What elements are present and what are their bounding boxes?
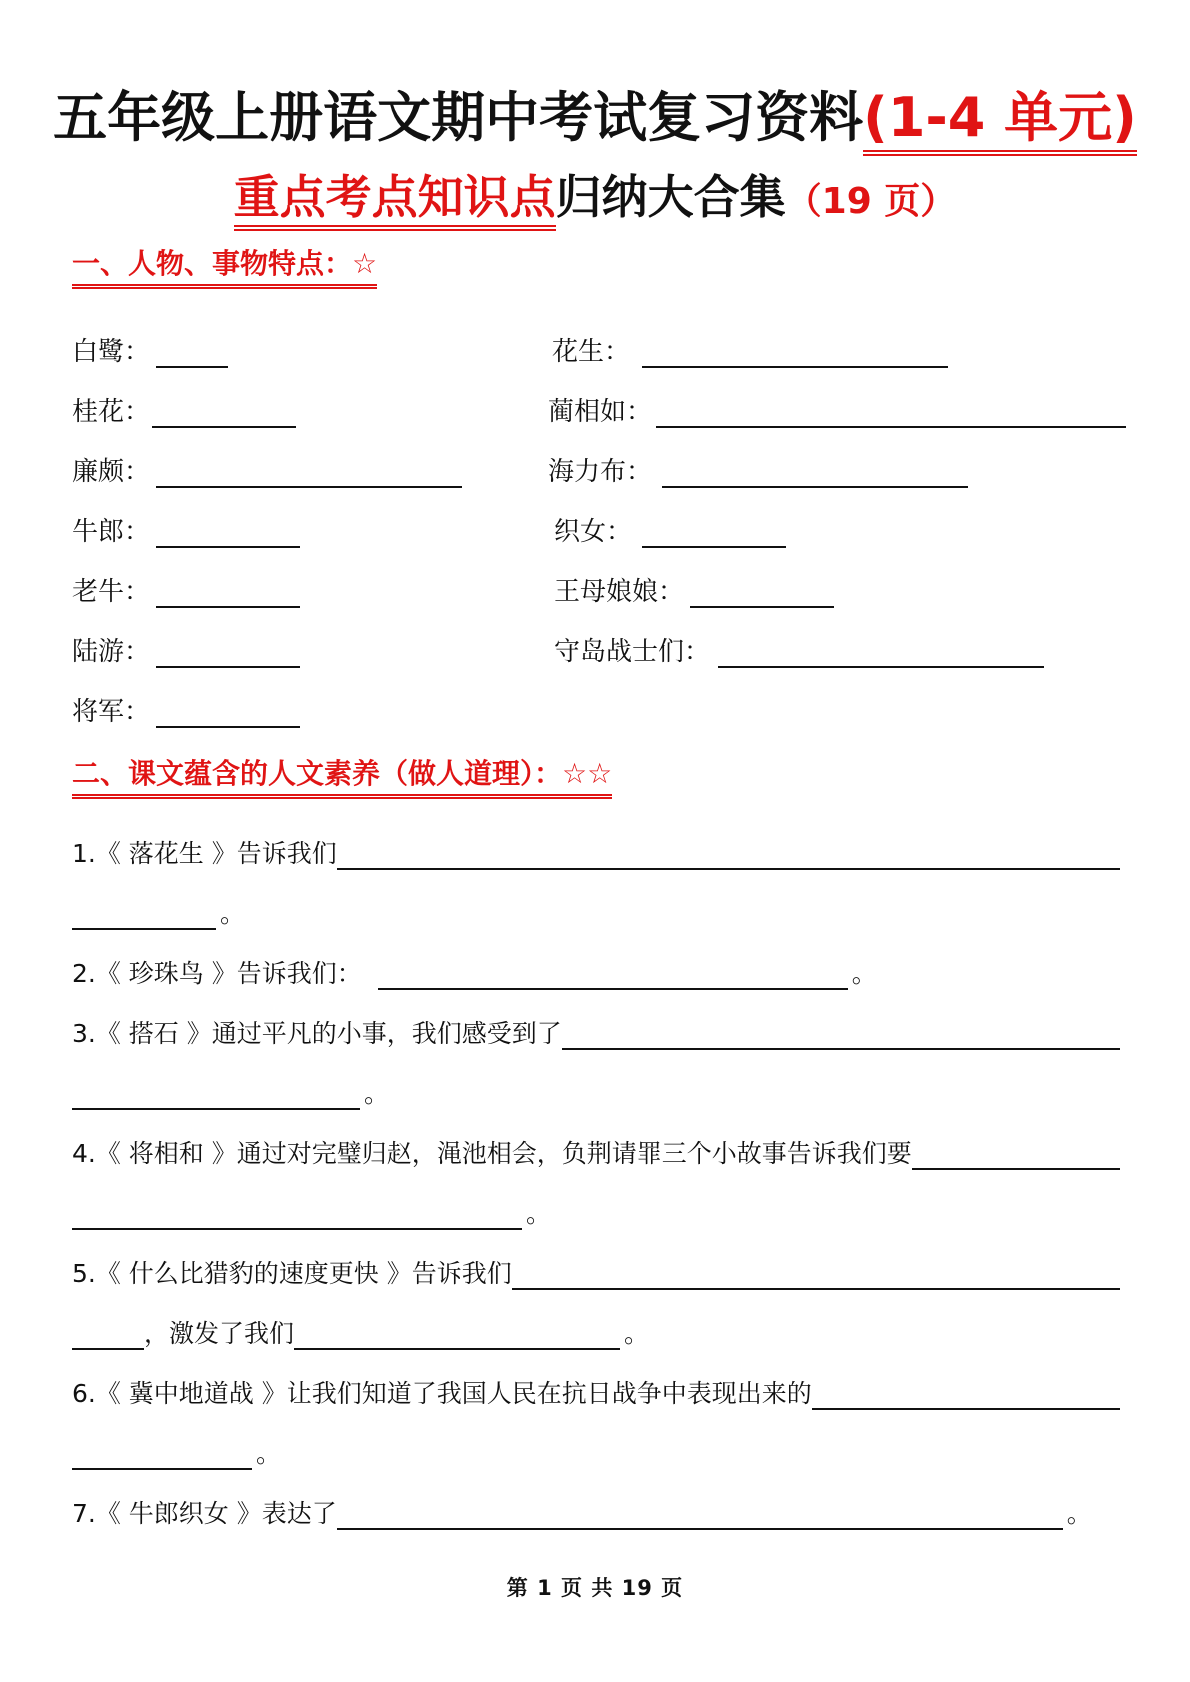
answer-blank[interactable] bbox=[156, 576, 300, 608]
field-zhinv bbox=[554, 516, 786, 548]
period: 。 bbox=[364, 1079, 390, 1108]
field-luyou bbox=[72, 636, 300, 668]
field-shoudao bbox=[554, 636, 1044, 668]
answer-blank[interactable] bbox=[156, 516, 300, 548]
question-5 bbox=[72, 1250, 1120, 1290]
question-7 bbox=[72, 1490, 1120, 1530]
answer-blank[interactable] bbox=[156, 696, 300, 728]
question-text: 4.《 将相和 》通过对完璧归赵，渑池相会，负荆请罪三个小故事告诉我们要 bbox=[72, 1139, 912, 1168]
field-label: 白鹭： bbox=[72, 337, 151, 367]
question-1-continued bbox=[72, 890, 1120, 930]
answer-blank[interactable] bbox=[656, 396, 1126, 428]
page-footer: 第 1 页 共 19 页 bbox=[506, 1576, 684, 1600]
answer-blank[interactable] bbox=[718, 636, 1044, 668]
answer-blank[interactable] bbox=[378, 958, 848, 990]
field-label: 海力布： bbox=[548, 457, 653, 487]
title-main: 五年级上册语文期中考试复习资料 bbox=[53, 86, 864, 149]
field-label: 王母娘娘： bbox=[554, 577, 685, 607]
answer-blank[interactable] bbox=[152, 396, 296, 428]
answer-blank[interactable] bbox=[662, 456, 968, 488]
answer-blank[interactable] bbox=[156, 636, 300, 668]
question-text: 3.《 搭石 》通过平凡的小事，我们感受到了 bbox=[72, 1019, 562, 1048]
field-label: 廉颇： bbox=[72, 457, 151, 487]
question-3 bbox=[72, 1010, 1120, 1050]
answer-blank[interactable] bbox=[294, 1318, 620, 1350]
period: 。 bbox=[220, 899, 246, 928]
subtitle-pages: （19 页） bbox=[785, 181, 957, 222]
answer-blank[interactable] bbox=[156, 456, 462, 488]
field-wangmu bbox=[554, 576, 834, 608]
field-guihua bbox=[72, 396, 296, 428]
field-label: 陆游： bbox=[72, 637, 151, 667]
answer-blank[interactable] bbox=[562, 1018, 1120, 1050]
subtitle-highlight: 重点考点知识点 bbox=[234, 170, 556, 231]
answer-blank[interactable] bbox=[337, 1498, 1063, 1530]
field-label: 牛郎： bbox=[72, 517, 151, 547]
question-6-continued bbox=[72, 1430, 1120, 1470]
question-4-continued bbox=[72, 1190, 1120, 1230]
question-text: 7.《 牛郎织女 》表达了 bbox=[72, 1499, 337, 1528]
period: 。 bbox=[624, 1319, 650, 1348]
field-jiangjun bbox=[72, 696, 300, 728]
field-hailibu bbox=[548, 456, 968, 488]
answer-blank[interactable] bbox=[642, 516, 786, 548]
field-label: 将军： bbox=[72, 697, 151, 727]
title-unit-range: (1-4 单元) bbox=[863, 86, 1137, 156]
period: 。 bbox=[526, 1199, 552, 1228]
question-text: 2.《 珍珠鸟 》告诉我们： bbox=[72, 959, 362, 988]
answer-blank[interactable] bbox=[642, 336, 948, 368]
field-lianpo bbox=[72, 456, 462, 488]
answer-blank[interactable] bbox=[512, 1258, 1120, 1290]
question-6 bbox=[72, 1370, 1120, 1410]
answer-blank[interactable] bbox=[337, 838, 1120, 870]
field-label: 蔺相如： bbox=[548, 397, 653, 427]
answer-blank[interactable] bbox=[72, 1318, 144, 1350]
question-4 bbox=[72, 1130, 1120, 1170]
field-label: 守岛战士们： bbox=[554, 637, 711, 667]
answer-blank[interactable] bbox=[156, 336, 228, 368]
page-subtitle bbox=[0, 165, 1190, 234]
answer-blank[interactable] bbox=[72, 898, 216, 930]
question-text: 6.《 冀中地道战 》让我们知道了我国人民在抗日战争中表现出来的 bbox=[72, 1379, 812, 1408]
period: 。 bbox=[851, 959, 877, 988]
answer-blank[interactable] bbox=[72, 1438, 252, 1470]
section2-heading: 二、课文蕴含的人文素养（做人道理）：☆☆ bbox=[72, 756, 612, 799]
field-linxiangru bbox=[548, 396, 1126, 428]
field-laoniu bbox=[72, 576, 300, 608]
question-3-continued bbox=[72, 1070, 1120, 1110]
answer-blank[interactable] bbox=[912, 1138, 1120, 1170]
field-huasheng bbox=[552, 336, 948, 368]
field-label: 花生： bbox=[552, 337, 631, 367]
period: 。 bbox=[256, 1439, 282, 1468]
question-1 bbox=[72, 830, 1120, 870]
answer-blank[interactable] bbox=[72, 1198, 522, 1230]
field-label: 桂花： bbox=[72, 397, 151, 427]
question-2 bbox=[72, 950, 1120, 990]
field-label: 老牛： bbox=[72, 577, 151, 607]
answer-blank[interactable] bbox=[812, 1378, 1120, 1410]
answer-blank[interactable] bbox=[72, 1078, 360, 1110]
question-5-mid-text: ，激发了我们 bbox=[144, 1319, 295, 1348]
question-text: 1.《 落花生 》告诉我们 bbox=[72, 839, 337, 868]
period: 。 bbox=[1066, 1499, 1092, 1528]
field-niulang bbox=[72, 516, 300, 548]
field-label: 织女： bbox=[554, 517, 633, 547]
question-text: 5.《 什么比猎豹的速度更快 》告诉我们 bbox=[72, 1259, 512, 1288]
field-bailu bbox=[72, 336, 228, 368]
section1-heading: 一、人物、事物特点：☆ bbox=[72, 246, 377, 289]
question-5-continued bbox=[72, 1310, 1120, 1350]
page-title bbox=[0, 82, 1190, 154]
answer-blank[interactable] bbox=[690, 576, 834, 608]
subtitle-main: 归纳大合集 bbox=[555, 170, 786, 224]
